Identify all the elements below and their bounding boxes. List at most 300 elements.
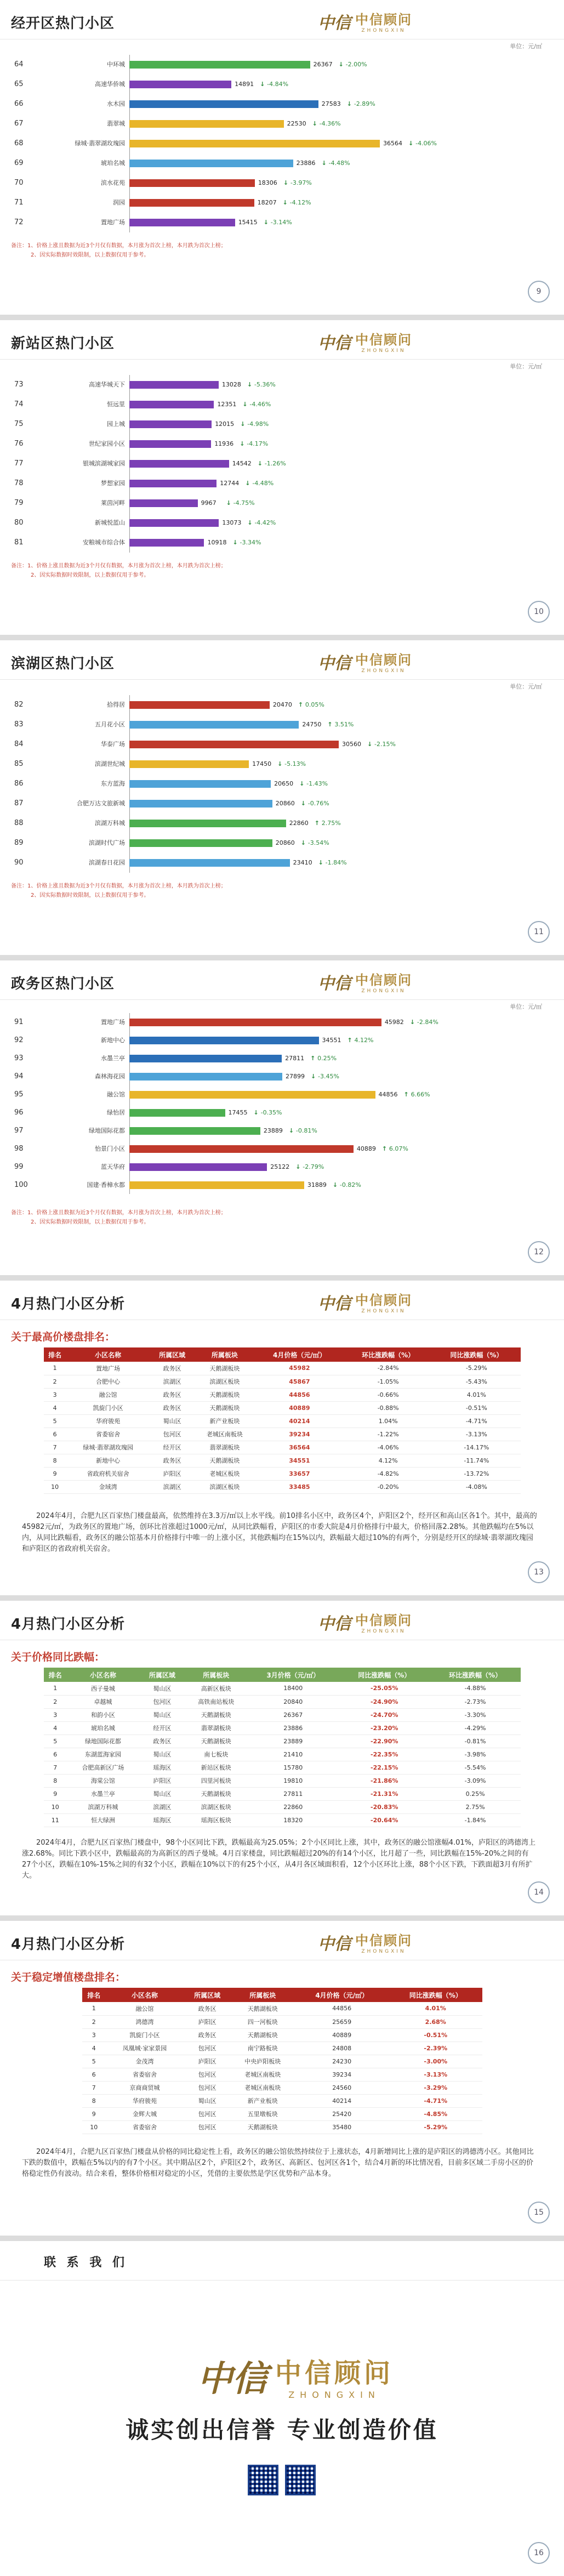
table-cell: 2.68% xyxy=(389,2015,482,2028)
change-label: -2.84% xyxy=(417,1018,438,1026)
bar xyxy=(129,741,339,748)
change-value xyxy=(301,796,329,811)
table-cell: 滨湖区板块 xyxy=(194,1480,255,1493)
table-row xyxy=(44,1800,521,1813)
change-value xyxy=(240,436,268,452)
bar-value: 12744 xyxy=(220,480,240,487)
rank-number: 67 xyxy=(14,120,24,128)
table-cell: 政务区 xyxy=(150,1454,195,1467)
arrow-down-icon: ↓ xyxy=(288,1127,296,1134)
arrow-down-icon: ↓ xyxy=(282,199,290,206)
community-name: 中环城 xyxy=(107,61,125,68)
change-value xyxy=(315,816,341,831)
table-cell: 天鹅湖板块 xyxy=(194,1362,255,1375)
bar-value: 22530 xyxy=(287,120,306,127)
table-cell: 4 xyxy=(44,1401,66,1414)
table-cell: 绿城·翡翠湖玫瑰园 xyxy=(66,1441,150,1454)
change-label: 0.25% xyxy=(317,1054,337,1062)
rank-number: 88 xyxy=(14,819,24,827)
brand-name-en: ZHONGXIN xyxy=(361,1629,406,1634)
bar-value: 26367 xyxy=(313,61,333,68)
bar xyxy=(129,721,299,729)
table-row xyxy=(82,2068,482,2081)
arrow-up-icon: ↑ xyxy=(314,820,322,827)
change-label: -4.84% xyxy=(267,81,289,88)
change-label: -4.36% xyxy=(319,120,341,127)
change-label: -2.89% xyxy=(354,100,375,107)
table-cell: 天鹅湖板块 xyxy=(231,2028,295,2042)
chart-row xyxy=(0,835,564,851)
arrow-down-icon: ↓ xyxy=(260,81,267,88)
table-cell: 政务区 xyxy=(139,1735,185,1748)
change-value xyxy=(347,96,375,112)
rank-number: 75 xyxy=(14,420,24,428)
change-label: -0.81% xyxy=(295,1127,317,1134)
table-cell: 5 xyxy=(44,1414,66,1428)
table-cell: -3.13% xyxy=(432,1428,521,1441)
chart-row xyxy=(0,855,564,871)
table-row xyxy=(44,1375,521,1388)
rank-number: 86 xyxy=(14,780,24,788)
brand-mark-icon: 中信 xyxy=(318,653,351,673)
change-value xyxy=(312,116,341,132)
change-label: -3.14% xyxy=(270,219,292,226)
table-cell: 1.04% xyxy=(344,1414,432,1428)
table-cell: 天鹅湖板块 xyxy=(185,1735,247,1748)
table-cell: 7 xyxy=(44,1761,66,1774)
arrow-down-icon: ↓ xyxy=(232,539,240,546)
column-header: 所属区域 xyxy=(184,1988,230,2002)
arrow-down-icon: ↓ xyxy=(277,760,285,767)
change-value xyxy=(295,1159,324,1175)
community-name: 安粮城市综合体 xyxy=(83,539,125,546)
brand-mark-icon: 中信 xyxy=(197,2358,267,2399)
table-cell: -14.17% xyxy=(432,1441,521,1454)
table-cell: 5 xyxy=(44,1735,66,1748)
slogan: 诚实创出信誉 专业创造价值 xyxy=(126,2416,438,2443)
bar xyxy=(129,420,212,428)
table-cell: -22.15% xyxy=(339,1761,430,1774)
community-name: 莱茵河畔 xyxy=(101,499,125,507)
table-cell: -21.31% xyxy=(339,1787,430,1800)
table-cell: 经开区 xyxy=(150,1441,195,1454)
column-header: 环比涨跌幅（%） xyxy=(430,1668,521,1682)
chart-row xyxy=(0,1015,564,1030)
table-cell: -11.74% xyxy=(432,1454,521,1467)
chart-row xyxy=(0,456,564,471)
table-cell: 包河区 xyxy=(139,1695,185,1708)
table-cell: 24808 xyxy=(295,2042,389,2055)
table-cell: 蜀山区 xyxy=(150,1414,195,1428)
table-cell: -5.29% xyxy=(389,2120,482,2134)
analysis-paragraph: 2024年4月，合肥九区百家热门楼盘最高，依然维持在3.3万/㎡以上水平线。前10排名小区中，政务区4个，庐阳区2个，经开区和高山区各1个。其中，最高的45982元/㎡，为政务区的置地广场，创环比首涨超过1000元/㎡，从同比跌幅看，庐阳区的市委大院是4月价格排行中最大，价格回落2.28%。其他跌幅均在5%以内，从同比跌幅看，政务区的融公馆基本月价格排行中唯一的上涨小区，其他跌幅均在15%以内，跌幅最大超过10%的有两个，分别是经开区的绿城·翡翠湖玫瑰园和庐阳区的省政府机关宿舍。 xyxy=(22,1512,537,1553)
change-label: 4.12% xyxy=(354,1036,374,1044)
chart-row xyxy=(0,1087,564,1102)
table-cell: 中央庐阳板块 xyxy=(231,2055,295,2068)
table-cell: 瑶海区板块 xyxy=(185,1813,247,1827)
community-name: 滨湖时代广场 xyxy=(89,839,125,846)
table-cell: 9 xyxy=(44,1787,66,1800)
table-cell: 四里河板块 xyxy=(185,1774,247,1787)
table-cell: 10 xyxy=(82,2120,106,2134)
table-cell: 45867 xyxy=(255,1375,344,1388)
table-cell: 绿地国际花都 xyxy=(66,1735,139,1748)
table-row xyxy=(44,1761,521,1774)
table-cell: 天鹅湖板块 xyxy=(194,1401,255,1414)
bar xyxy=(129,780,271,788)
table-cell: 40214 xyxy=(295,2094,389,2107)
bar xyxy=(129,219,235,226)
table-cell: 西子曼城 xyxy=(66,1682,139,1695)
change-value xyxy=(232,535,261,550)
column-header: 4月价格（元/㎡） xyxy=(295,1988,389,2002)
table-row xyxy=(82,2107,482,2120)
community-name: 世纪家园小区 xyxy=(89,440,125,447)
table-cell: 9 xyxy=(44,1467,66,1480)
brand-name-en: ZHONGXIN xyxy=(361,988,406,994)
column-header: 同比涨跌幅（%） xyxy=(389,1988,482,2002)
change-label: -2.15% xyxy=(374,741,396,748)
footnote: 备注：1、价格上涨且数据为近3个月仅有数据，本月涨为首次上榜，本月跌为首次上榜； 2、因实际数据时效限制，以上数据仅用于参考。 xyxy=(11,1210,226,1225)
community-name: 森林海花园 xyxy=(95,1072,125,1080)
chart-row xyxy=(0,116,564,132)
table-cell: 44856 xyxy=(255,1388,344,1401)
table-cell: 35480 xyxy=(295,2120,389,2134)
brand-logo xyxy=(318,649,412,674)
slide-title: 经开区热门小区 xyxy=(11,15,115,32)
table-cell: 凤凰城·家家景园 xyxy=(106,2042,184,2055)
slide-contact xyxy=(0,2241,564,2576)
change-value xyxy=(254,1105,282,1121)
table-row xyxy=(44,1428,521,1441)
table-cell: 高铁南站板块 xyxy=(185,1695,247,1708)
arrow-up-icon: ↑ xyxy=(347,1036,355,1044)
rank-number: 82 xyxy=(14,701,24,709)
contact-title: 联 系 我 们 xyxy=(44,2256,128,2270)
community-name: 华泰广场 xyxy=(101,741,125,748)
bar-value: 22860 xyxy=(289,820,309,827)
unit-label: 单位：元/㎡ xyxy=(510,1003,542,1010)
change-value xyxy=(367,737,396,752)
bar xyxy=(129,839,272,847)
change-value xyxy=(242,397,271,412)
bar-value: 27811 xyxy=(285,1054,305,1062)
rank-number: 96 xyxy=(14,1108,24,1117)
slide-analysis-stable xyxy=(0,1921,564,2236)
page-number: 16 xyxy=(528,2542,550,2564)
change-value xyxy=(245,476,274,491)
change-value xyxy=(301,835,329,851)
change-label: -3.34% xyxy=(240,539,261,546)
arrow-down-icon: ↓ xyxy=(245,480,253,487)
column-header: 小区名称 xyxy=(106,1988,184,2002)
slide-title: 4月热门小区分析 xyxy=(11,1616,126,1633)
brand-mark-icon: 中信 xyxy=(318,1614,351,1634)
brand-mark-icon: 中信 xyxy=(318,13,351,33)
table-cell: -20.83% xyxy=(339,1800,430,1813)
arrow-down-icon: ↓ xyxy=(283,179,290,186)
chart-row xyxy=(0,156,564,171)
table-row xyxy=(44,1467,521,1480)
change-label: -4.17% xyxy=(247,440,269,447)
table-cell: 天鹅湖板块 xyxy=(194,1454,255,1467)
brand-name: 中信顾问 xyxy=(355,332,412,348)
footnote: 备注：1、价格上涨且数据为近3个月仅有数据，本月涨为首次上榜，本月跌为首次上榜； 2、因实际数据时效限制，以上数据仅用于参考。 xyxy=(11,563,226,578)
rank-number: 89 xyxy=(14,839,24,847)
table-header-row xyxy=(44,1347,521,1362)
chart-row xyxy=(0,816,564,831)
table-cell: 包河区 xyxy=(184,2042,230,2055)
community-name: 绿怡居 xyxy=(107,1108,125,1116)
brand-name: 中信顾问 xyxy=(355,1613,412,1628)
unit-label: 单位：元/㎡ xyxy=(510,363,542,370)
bar-value: 17455 xyxy=(228,1108,248,1116)
table-cell: 融公馆 xyxy=(106,2002,184,2015)
bar xyxy=(129,401,214,408)
table-cell: -0.88% xyxy=(344,1401,432,1414)
rank-number: 72 xyxy=(14,218,24,226)
table-cell: 南七板块 xyxy=(185,1748,247,1761)
change-value xyxy=(226,496,255,511)
bar-value: 23886 xyxy=(296,160,316,167)
table-cell: 置地广场 xyxy=(66,1362,150,1375)
table-row xyxy=(44,1454,521,1467)
chart-row xyxy=(0,195,564,211)
arrow-down-icon: ↓ xyxy=(409,1018,417,1026)
bar-value: 20860 xyxy=(275,839,295,846)
table-cell: 2 xyxy=(44,1695,66,1708)
chart-row xyxy=(0,796,564,811)
bar-value: 18306 xyxy=(258,179,277,186)
rank-number: 65 xyxy=(14,80,24,88)
change-value xyxy=(410,1015,438,1030)
change-value xyxy=(247,515,276,531)
table-cell: 新站区板块 xyxy=(185,1761,247,1774)
table-cell: 6 xyxy=(82,2068,106,2081)
bar xyxy=(129,100,318,108)
arrow-down-icon: ↓ xyxy=(263,219,271,226)
table-cell: 凯旋门小区 xyxy=(66,1401,150,1414)
table-cell: 24560 xyxy=(295,2081,389,2094)
change-label: 0.05% xyxy=(305,701,324,708)
community-name: 滨水花苑 xyxy=(101,179,125,186)
rank-number: 71 xyxy=(14,198,24,207)
qr-code-icon xyxy=(285,2465,316,2495)
brand-name-en: ZHONGXIN xyxy=(361,28,406,33)
page-number: 15 xyxy=(528,2202,550,2224)
rank-number: 98 xyxy=(14,1144,24,1153)
slide-title: 4月热门小区分析 xyxy=(11,1296,126,1312)
bar xyxy=(129,120,284,128)
arrow-up-icon: ↑ xyxy=(381,1145,389,1152)
change-value xyxy=(260,77,288,92)
slide-header xyxy=(0,2241,564,2281)
arrow-down-icon: ↓ xyxy=(247,519,255,526)
table-cell: 39234 xyxy=(255,1428,344,1441)
chart-row xyxy=(0,1069,564,1084)
table-cell: -3.09% xyxy=(430,1774,521,1787)
table-cell: 金茂湾 xyxy=(106,2055,184,2068)
table-cell: -20.64% xyxy=(339,1813,430,1827)
bar xyxy=(129,179,255,187)
bar xyxy=(129,519,219,527)
table-cell: -3.00% xyxy=(389,2055,482,2068)
table-cell: 省委宿舍 xyxy=(66,1428,150,1441)
table-cell: 44856 xyxy=(295,2002,389,2015)
chart-row xyxy=(0,436,564,452)
table-cell: 7 xyxy=(82,2081,106,2094)
table-cell: -21.86% xyxy=(339,1774,430,1787)
table-row xyxy=(82,2028,482,2042)
change-value xyxy=(289,1123,317,1139)
community-name: 滨湖万科城 xyxy=(95,820,125,827)
arrow-down-icon: ↓ xyxy=(300,839,308,846)
table-cell: 4 xyxy=(44,1721,66,1735)
arrow-down-icon: ↓ xyxy=(240,440,247,447)
bar xyxy=(129,61,310,69)
bar-value: 25122 xyxy=(270,1163,290,1170)
page-number: 13 xyxy=(528,1561,550,1583)
rank-number: 97 xyxy=(14,1126,24,1135)
rank-number: 79 xyxy=(14,499,24,507)
rank-number: 92 xyxy=(14,1036,24,1044)
table-cell: 琥珀名城 xyxy=(66,1721,139,1735)
brand-name: 中信顾问 xyxy=(355,1933,412,1948)
community-name: 国建·香樟水都 xyxy=(87,1181,125,1189)
community-name: 置地广场 xyxy=(101,1018,125,1026)
slide-title: 滨湖区热门小区 xyxy=(11,656,115,672)
change-label: 6.07% xyxy=(389,1145,408,1152)
table-cell: 新产业板块 xyxy=(231,2094,295,2107)
community-name: 蓝天华府 xyxy=(101,1163,125,1170)
brand-name: 中信顾问 xyxy=(355,1293,412,1308)
community-name: 梦想家园 xyxy=(101,480,125,487)
section-subtitle: 关于稳定增值楼盘排名： xyxy=(11,1971,126,1983)
table-cell: 天鹅湖板块 xyxy=(185,1787,247,1800)
table-cell: 政务区 xyxy=(184,2002,230,2015)
community-name: 合肥万达文旅新城 xyxy=(77,800,125,807)
arrow-down-icon: ↓ xyxy=(257,460,265,467)
change-label: -4.12% xyxy=(289,199,311,206)
table-cell: -0.51% xyxy=(432,1401,521,1414)
chart-row xyxy=(0,697,564,713)
bar-value: 20650 xyxy=(274,780,294,787)
table-cell: 1 xyxy=(44,1362,66,1375)
brand-logo xyxy=(318,1289,412,1314)
table-cell: -24.90% xyxy=(339,1695,430,1708)
table-cell: -0.81% xyxy=(430,1735,521,1748)
bar-value: 36564 xyxy=(383,140,403,147)
footnote: 备注：1、价格上涨且数据为近3个月仅有数据，本月涨为首次上榜，本月跌为首次上榜； 2、因实际数据时效限制，以上数据仅用于参考。 xyxy=(11,243,226,258)
table-cell: 恒大绿洲 xyxy=(66,1813,139,1827)
table-cell: 11 xyxy=(44,1813,66,1827)
bar xyxy=(129,1091,375,1099)
section-subtitle: 关于价格同比跌幅： xyxy=(11,1651,105,1663)
table-cell: 蜀山区 xyxy=(139,1682,185,1695)
bar xyxy=(129,499,198,507)
chart-row xyxy=(0,377,564,393)
table-row xyxy=(44,1774,521,1787)
chart-row xyxy=(0,417,564,432)
table-cell: 3 xyxy=(82,2028,106,2042)
community-name: 翡翠城 xyxy=(107,120,125,127)
chart-row xyxy=(0,77,564,92)
change-value xyxy=(298,697,324,713)
chart-row xyxy=(0,1141,564,1157)
bar xyxy=(129,140,380,147)
table-cell: 2 xyxy=(82,2015,106,2028)
bar xyxy=(129,199,254,207)
table-row xyxy=(44,1441,521,1454)
community-name: 恒远里 xyxy=(107,401,125,408)
chart-row xyxy=(0,1033,564,1048)
slide-title: 4月热门小区分析 xyxy=(11,1936,126,1953)
chart-row xyxy=(0,515,564,531)
rank-number: 94 xyxy=(14,1072,24,1081)
bar xyxy=(129,1073,282,1081)
change-value xyxy=(339,57,367,72)
chart-row xyxy=(0,535,564,550)
table-cell: 23889 xyxy=(247,1735,339,1748)
column-header: 所属板块 xyxy=(185,1668,247,1682)
table-cell: -1.05% xyxy=(344,1375,432,1388)
slide-xinzhan xyxy=(0,320,564,635)
change-value xyxy=(347,1033,374,1048)
bar-value: 44856 xyxy=(378,1090,398,1098)
bar-value: 9967 xyxy=(201,499,217,507)
analysis-paragraph: 2024年4月，合肥九区百家热门楼盘从价格的同比稳定性上看，政务区的融公馆依然持续位于上涨状态，4月新增同比上涨的是庐阳区的鸿德湾小区。其他同比下跌的数值中，跌幅在5%以内的有7个小区。其中期品区2个，庐阳区2个，政务区、高新区、包河区各1个，结合4月新的环比情况看，目前多区域二手房小区的价格稳定性仍有波动。结合来看，整体价格相对稳定的小区，凭借的主要依然是学区优势和产品本身。 xyxy=(22,2148,534,2178)
table-cell: -2.39% xyxy=(389,2042,482,2055)
change-label: -3.45% xyxy=(318,1072,339,1080)
arrow-down-icon: ↓ xyxy=(295,1163,303,1170)
table-cell: 7 xyxy=(44,1441,66,1454)
table-cell: 天鹅湖板块 xyxy=(194,1388,255,1401)
table-cell: 40889 xyxy=(295,2028,389,2042)
slide-zhengwu xyxy=(0,960,564,1275)
table-row xyxy=(44,1414,521,1428)
rank-number: 80 xyxy=(14,519,24,527)
table-cell: 2.75% xyxy=(430,1800,521,1813)
table-cell: 海棠公馆 xyxy=(66,1774,139,1787)
rank-number: 84 xyxy=(14,740,24,748)
rank-number: 81 xyxy=(14,538,24,547)
chart-row xyxy=(0,1178,564,1193)
table-cell: 翡翠湖板块 xyxy=(185,1721,247,1735)
table-cell: 鸿德湾 xyxy=(106,2015,184,2028)
arrow-down-icon: ↓ xyxy=(226,499,233,507)
table-cell: 36564 xyxy=(255,1441,344,1454)
change-label: -1.43% xyxy=(306,780,328,787)
rank-number: 90 xyxy=(14,858,24,867)
chart-row xyxy=(0,1105,564,1121)
table-row xyxy=(44,1480,521,1493)
rank-number: 76 xyxy=(14,440,24,448)
arrow-down-icon: ↓ xyxy=(310,1072,318,1080)
arrow-up-icon: ↑ xyxy=(403,1090,411,1098)
table-cell: 金域湾 xyxy=(66,1480,150,1493)
table-cell: -4.06% xyxy=(344,1441,432,1454)
table-cell: -3.29% xyxy=(389,2081,482,2094)
change-label: 2.75% xyxy=(321,820,341,827)
table-cell: -3.98% xyxy=(430,1748,521,1761)
table-cell: 33657 xyxy=(255,1467,344,1480)
table-cell: 高新区板块 xyxy=(185,1682,247,1695)
bar xyxy=(129,760,249,768)
community-name: 水墨兰亭 xyxy=(101,1054,125,1062)
table-cell: 滨湖区 xyxy=(150,1480,195,1493)
table-cell: 6 xyxy=(44,1428,66,1441)
table-row xyxy=(82,2120,482,2134)
